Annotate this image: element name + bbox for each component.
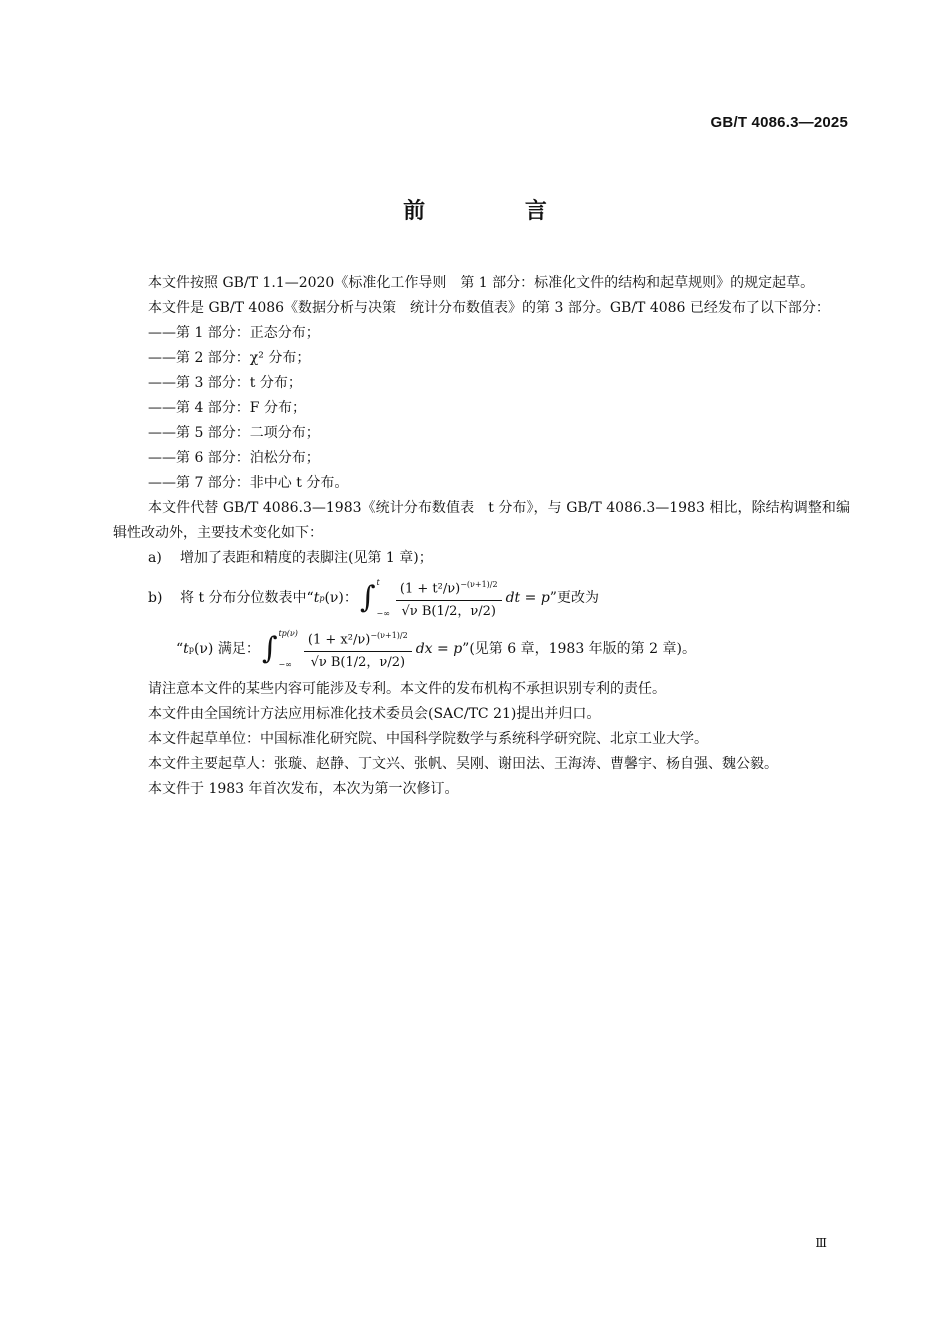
paragraph-series-info: 本文件是 GB/T 4086《数据分析与决策 统计分布数值表》的第 3 部分。GB/T 4086 已经发布了以下部分： [148,300,830,316]
paragraph-committee: 本文件由全国统计方法应用标准化技术委员会(SAC/TC 21)提出并归口。 [148,706,601,722]
paragraph-history: 本文件于 1983 年首次发布，本次为第一次修订。 [148,781,459,797]
integral-limits [377,578,390,618]
nu-text: (ν)： [324,589,358,606]
fraction [396,576,502,619]
upper-limit: tp(ν) [278,629,298,638]
denominator: √ν B(1/2，ν/2) [401,603,496,619]
lower-limit: −∞ [278,660,292,669]
item-label: a) [148,550,162,566]
integral-limits [278,629,297,669]
paragraph-replaces: 本文件代替 GB/T 4086.3—1983《统计分布数值表 t 分布》，与 GB/T 4086.3—1983 相比，除结构调整和编辑性改动外，主要技术变化如下： [113,500,850,541]
lower-limit: −∞ [376,609,390,618]
paragraph-drafters: 本文件主要起草人：张璇、赵静、丁文兴、张帆、吴刚、谢田法、王海涛、曹馨宇、杨自强、魏公毅。 [148,756,778,772]
part-list-item: ——第 6 部分：泊松分布； [148,450,320,466]
item-label: b) [148,589,163,606]
integral-sign-icon: ∫ [261,631,278,666]
part-list-item: ——第 1 部分：正态分布； [148,325,320,341]
upper-limit: t [376,578,380,587]
page-number: Ⅲ [815,1236,827,1250]
part-list-item: ——第 5 部分：二项分布； [148,425,320,441]
change-item-b-continuation [113,623,850,675]
paragraph-drafting-rules: 本文件按照 GB/T 1.1—2020《标准化工作导则 第 1 部分：标准化文件的结构和起草规则》的规定起草。 [148,275,815,291]
paragraph-patent: 请注意本文件的某些内容可能涉及专利。本文件的发布机构不承担识别专利的责任。 [148,681,666,697]
fraction [304,627,412,670]
item-text: 将 t 分布分位数表中“ [180,589,314,606]
standard-number: GB/T 4086.3—2025 [710,114,848,131]
quote-open: “ [176,640,184,657]
t-symbol: t [183,640,189,657]
change-item-a [113,546,850,571]
t-symbol: t [313,589,320,606]
numerator: $(1 + t^2/\nu)^{-(\nu+1)/2}$ [396,576,502,600]
denominator: √ν B(1/2，ν/2) [310,654,406,670]
integral-sign-icon: ∫ [359,580,376,615]
item-text: 增加了表距和精度的表脚注(见第 1 章)； [180,550,433,566]
p-subscript: p [188,644,194,654]
differential: dt = p [505,589,550,606]
integral-formula-new [262,629,298,669]
item-text-tail: ”更改为 [549,589,599,606]
part-list-item: ——第 2 部分：χ² 分布； [148,350,311,366]
part-list-item: ——第 4 部分：F 分布； [148,400,306,416]
part-list-item: ——第 7 部分：非中心 t 分布。 [148,475,349,491]
integral-formula-old [360,578,390,618]
part-list-item: ——第 3 部分：t 分布； [148,375,302,391]
item-text-tail: ”(见第 6 章，1983 年版的第 2 章)。 [462,640,696,657]
change-item-b [113,573,850,623]
differential: dx = p [415,640,463,657]
p-subscript: p [319,593,325,603]
paragraph-drafting-units: 本文件起草单位：中国标准化研究院、中国科学院数学与系统科学研究院、北京工业大学。 [148,731,708,747]
nu-text: (ν) 满足： [193,640,260,657]
foreword-body [113,271,850,802]
numerator: $(1 + x^2/\nu)^{-(\nu+1)/2}$ [304,627,412,651]
page-title: 前 言 [403,199,593,224]
